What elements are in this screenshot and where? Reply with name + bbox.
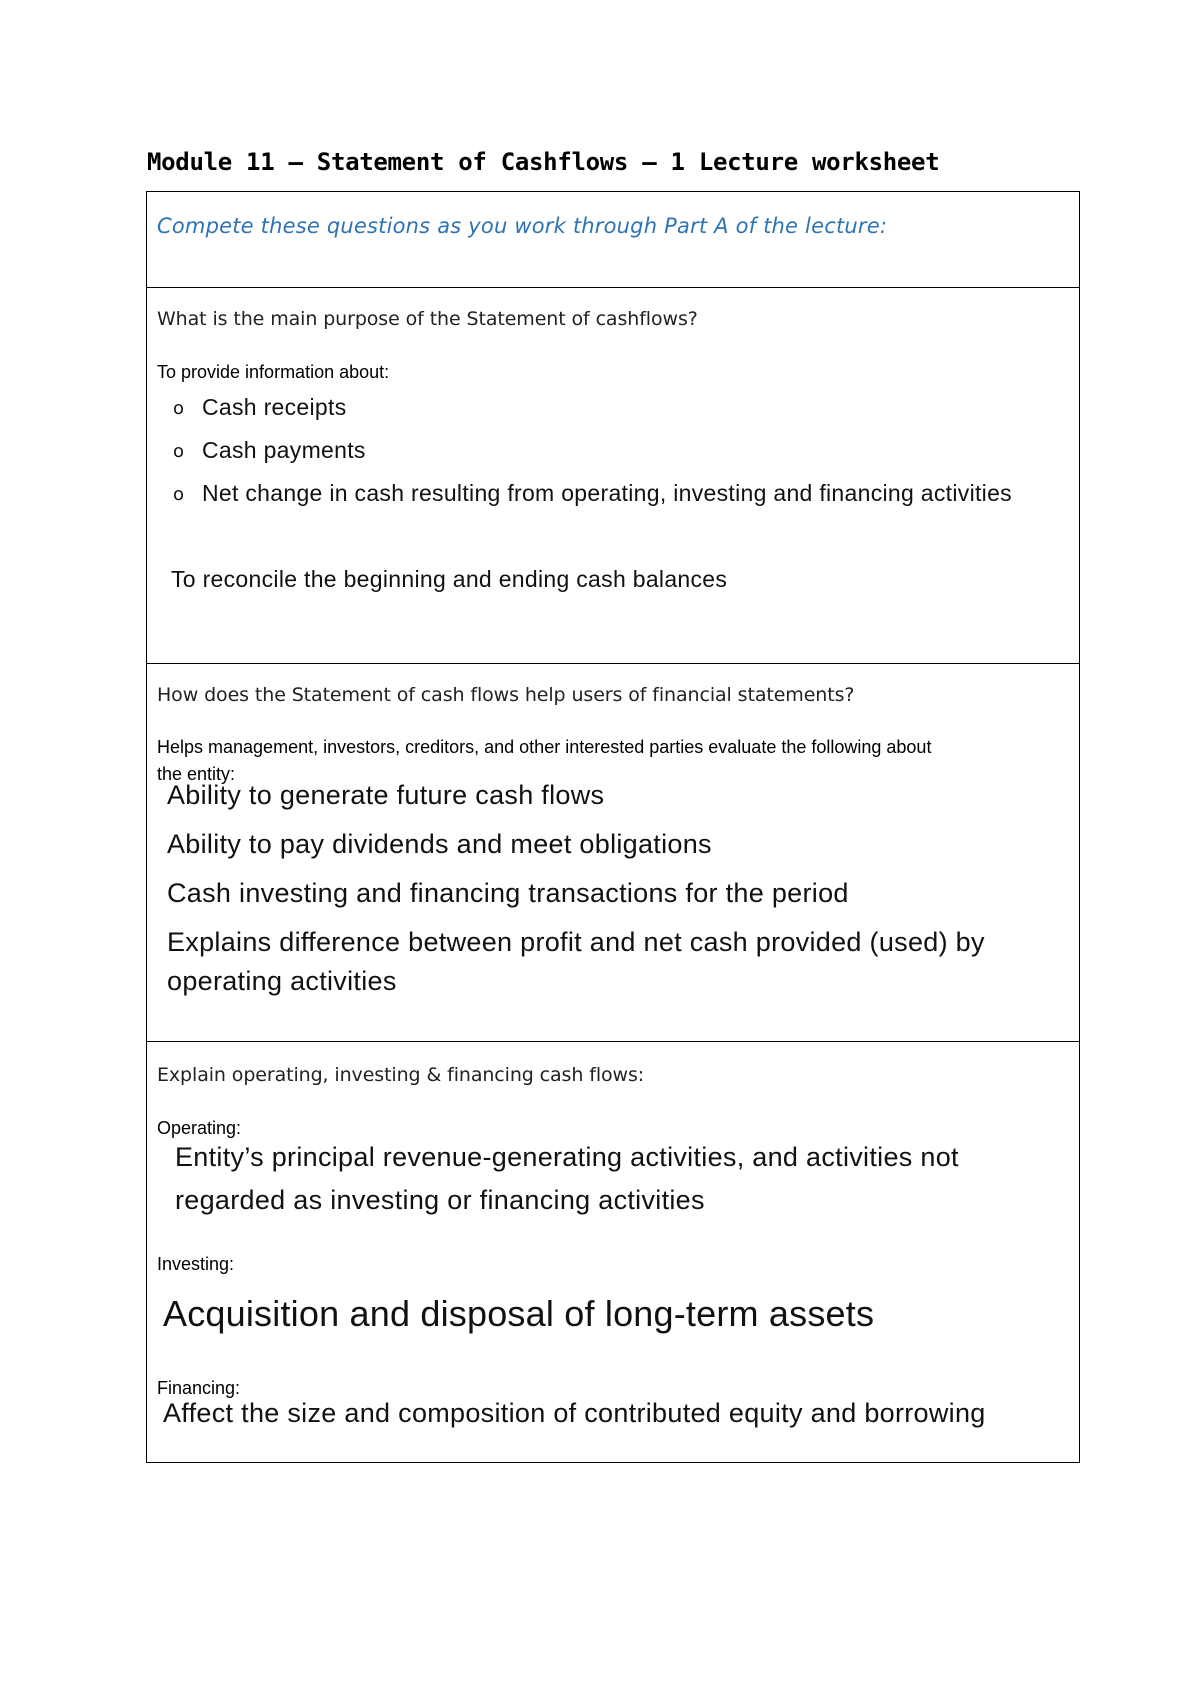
users-point-1: Ability to generate future cash flows [167,780,605,810]
purpose-row [147,288,1079,664]
worksheet-title: Module 11 – Statement of Cashflows – 1 Lecture worksheet [147,148,940,176]
users-point-4-line-1: Explains difference between profit and net cash provided (used) by [167,927,985,957]
users-row [147,664,1079,1042]
operating-text-line-2: regarded as investing or financing activities [175,1185,705,1215]
users-intro-line-2: the entity: [157,764,236,784]
users-point-4-line-2: operating activities [167,966,397,996]
operating-label: Operating: [157,1118,242,1138]
purpose-intro: To provide information about: [157,362,390,382]
users-point-2: Ability to pay dividends and meet obligations [167,829,712,859]
purpose-bullet-3: Net change in cash resulting from operating, investing and financing activities [202,480,1012,506]
users-question: How does the Statement of cash flows help users of financial statements? [157,684,855,706]
purpose-question: What is the main purpose of the Statement of cashflows? [157,308,698,330]
purpose-reconcile: To reconcile the beginning and ending cash balances [171,566,728,592]
investing-label: Investing: [157,1254,235,1274]
instruction-row [147,192,1079,288]
users-intro-line-1: Helps management, investors, creditors, and other interested parties evaluate the following about [157,737,932,757]
flows-row [147,1042,1079,1462]
financing-label: Financing: [157,1378,241,1398]
bullet-marker: o [173,484,185,505]
bullet-marker: o [173,398,185,419]
purpose-bullet-1: Cash receipts [202,394,347,420]
bullet-marker: o [173,441,185,462]
instruction-text: Compete these questions as you work through Part A of the lecture: [157,214,888,238]
operating-text-line-1: Entity’s principal revenue-generating activities, and activities not [175,1142,959,1172]
purpose-bullet-2: Cash payments [202,437,366,463]
financing-text: Affect the size and composition of contributed equity and borrowing [163,1398,986,1428]
investing-text: Acquisition and disposal of long-term assets [163,1293,875,1334]
worksheet-table [146,191,1080,1463]
users-point-3: Cash investing and financing transactions for the period [167,878,849,908]
flows-question: Explain operating, investing & financing cash flows: [157,1064,645,1086]
